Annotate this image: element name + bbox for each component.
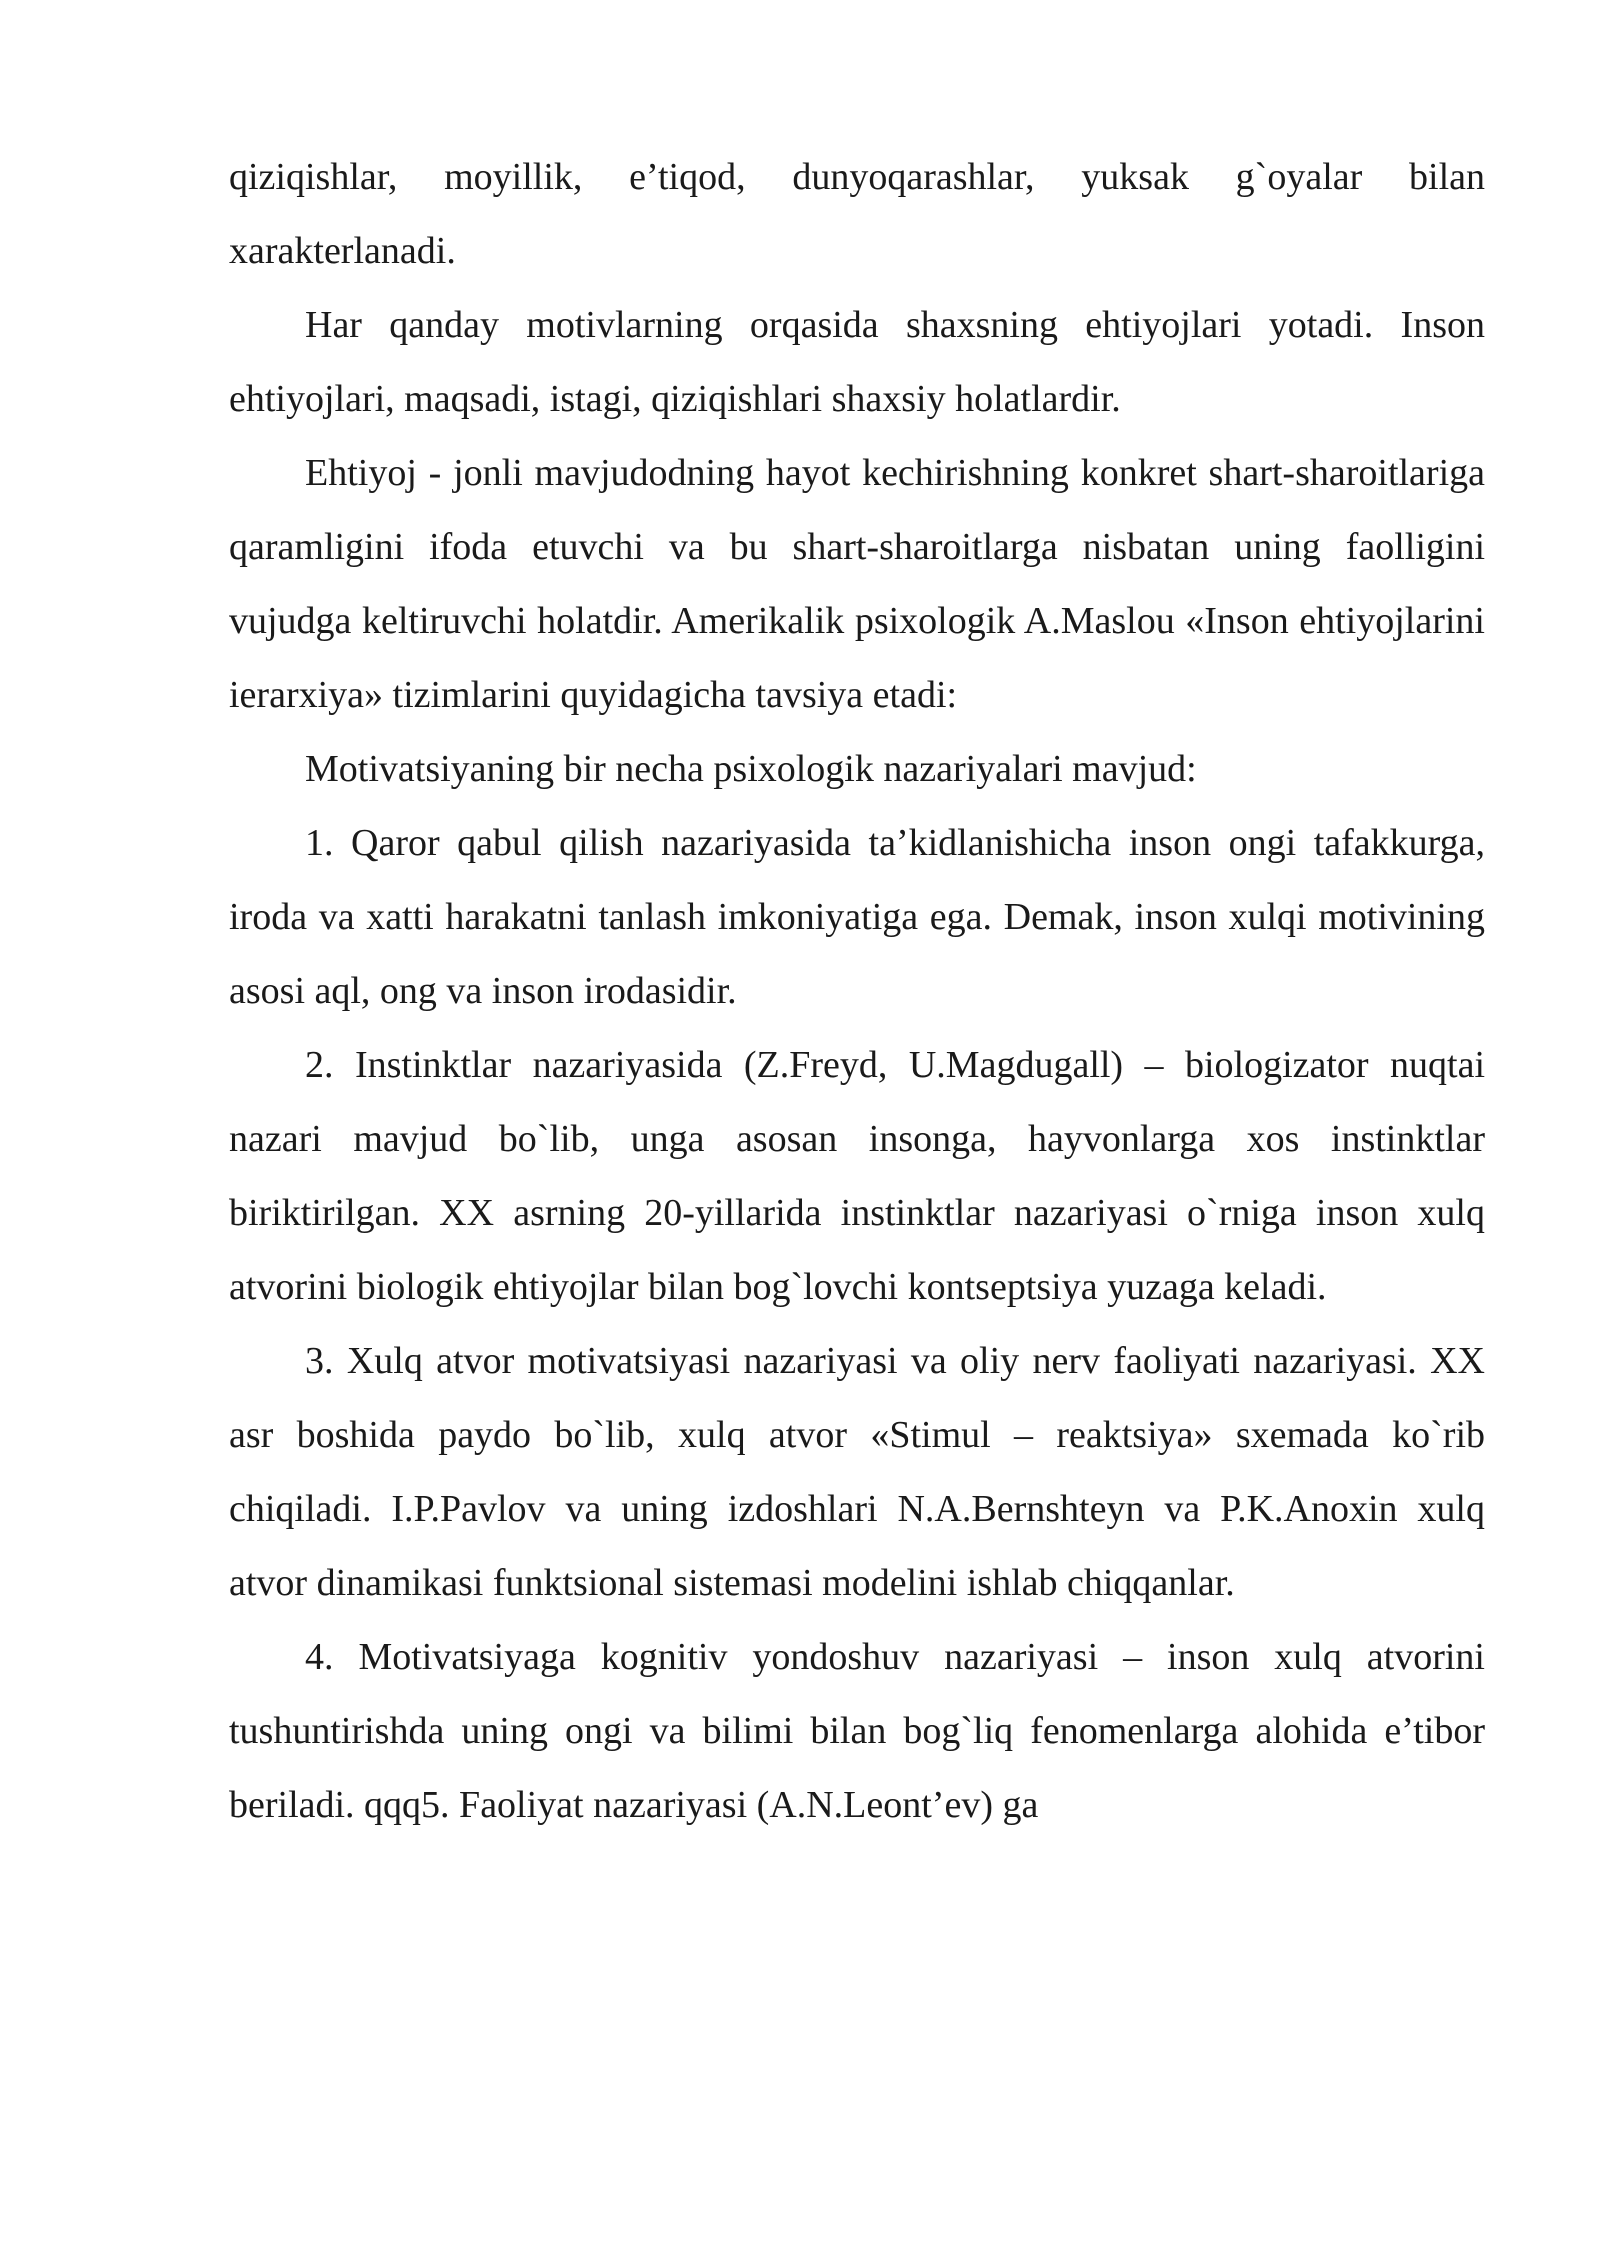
paragraph-theory-2: 2. Instinktlar nazariyasida (Z.Freyd, U.Magdugall) – biologizator nuqtai nazari mavjud bo`lib, unga asosan insonga, hayvonlarga xos instinktlar biriktirilgan. XX asrning 20-yillarida instinktlar nazariyasi o`rniga inson xulq atvorini biologik ehtiyojlar bilan bog`lovchi kontseptsiya yuzaga keladi. <box>229 1044 1485 1308</box>
document-body <box>229 140 1485 1842</box>
paragraph-theory-1: 1. Qaror qabul qilish nazariyasida ta’kidlanishicha inson ongi tafakkurga, iroda va xatti harakatni tanlash imkoniyatiga ega. Demak, inson xulqi motivining asosi aql, ong va inson irodasidir. <box>229 822 1485 1012</box>
paragraph-theory-3: 3. Xulq atvor motivatsiyasi nazariyasi va oliy nerv faoliyati nazariyasi. XX asr boshida paydo bo`lib, xulq atvor «Stimul – reaktsiya» sxemada ko`rib chiqiladi. I.P.Pavlov va uning izdoshlari N.A.Bernshteyn va P.K.Anoxin xulq atvor dinamikasi funktsional sistemasi modelini ishlab chiqqanlar. <box>229 1340 1485 1604</box>
paragraph-need-definition: Ehtiyoj - jonli mavjudodning hayot kechirishning konkret shart-sharoitlariga qaramligini ifoda etuvchi va bu shart-sharoitlarga nisbatan uning faolligini vujudga keltiruvchi holatdir. Amerikalik psixologik A.Maslou «Inson ehtiyojlarini ierarxiya» tizimlarini quyidagicha tavsiya etadi: <box>229 452 1485 716</box>
paragraph-theories-intro: Motivatsiyaning bir necha psixologik nazariyalari mavjud: <box>305 748 1197 790</box>
paragraph-continuation: qiziqishlar, moyillik, e’tiqod, dunyoqarashlar, yuksak g`oyalar bilan xarakterlanadi. <box>229 156 1485 272</box>
paragraph-theory-4: 4. Motivatsiyaga kognitiv yondoshuv nazariyasi – inson xulq atvorini tushuntirishda uning ongi va bilimi bilan bog`liq fenomenlarga alohida e’tibor beriladi. qqq5. Faoliyat nazariyasi (A.N.Leont’ev) ga <box>229 1636 1485 1826</box>
paragraph-motives: Har qanday motivlarning orqasida shaxsning ehtiyojlari yotadi. Inson ehtiyojlari, maqsadi, istagi, qiziqishlari shaxsiy holatlardir. <box>229 304 1485 420</box>
